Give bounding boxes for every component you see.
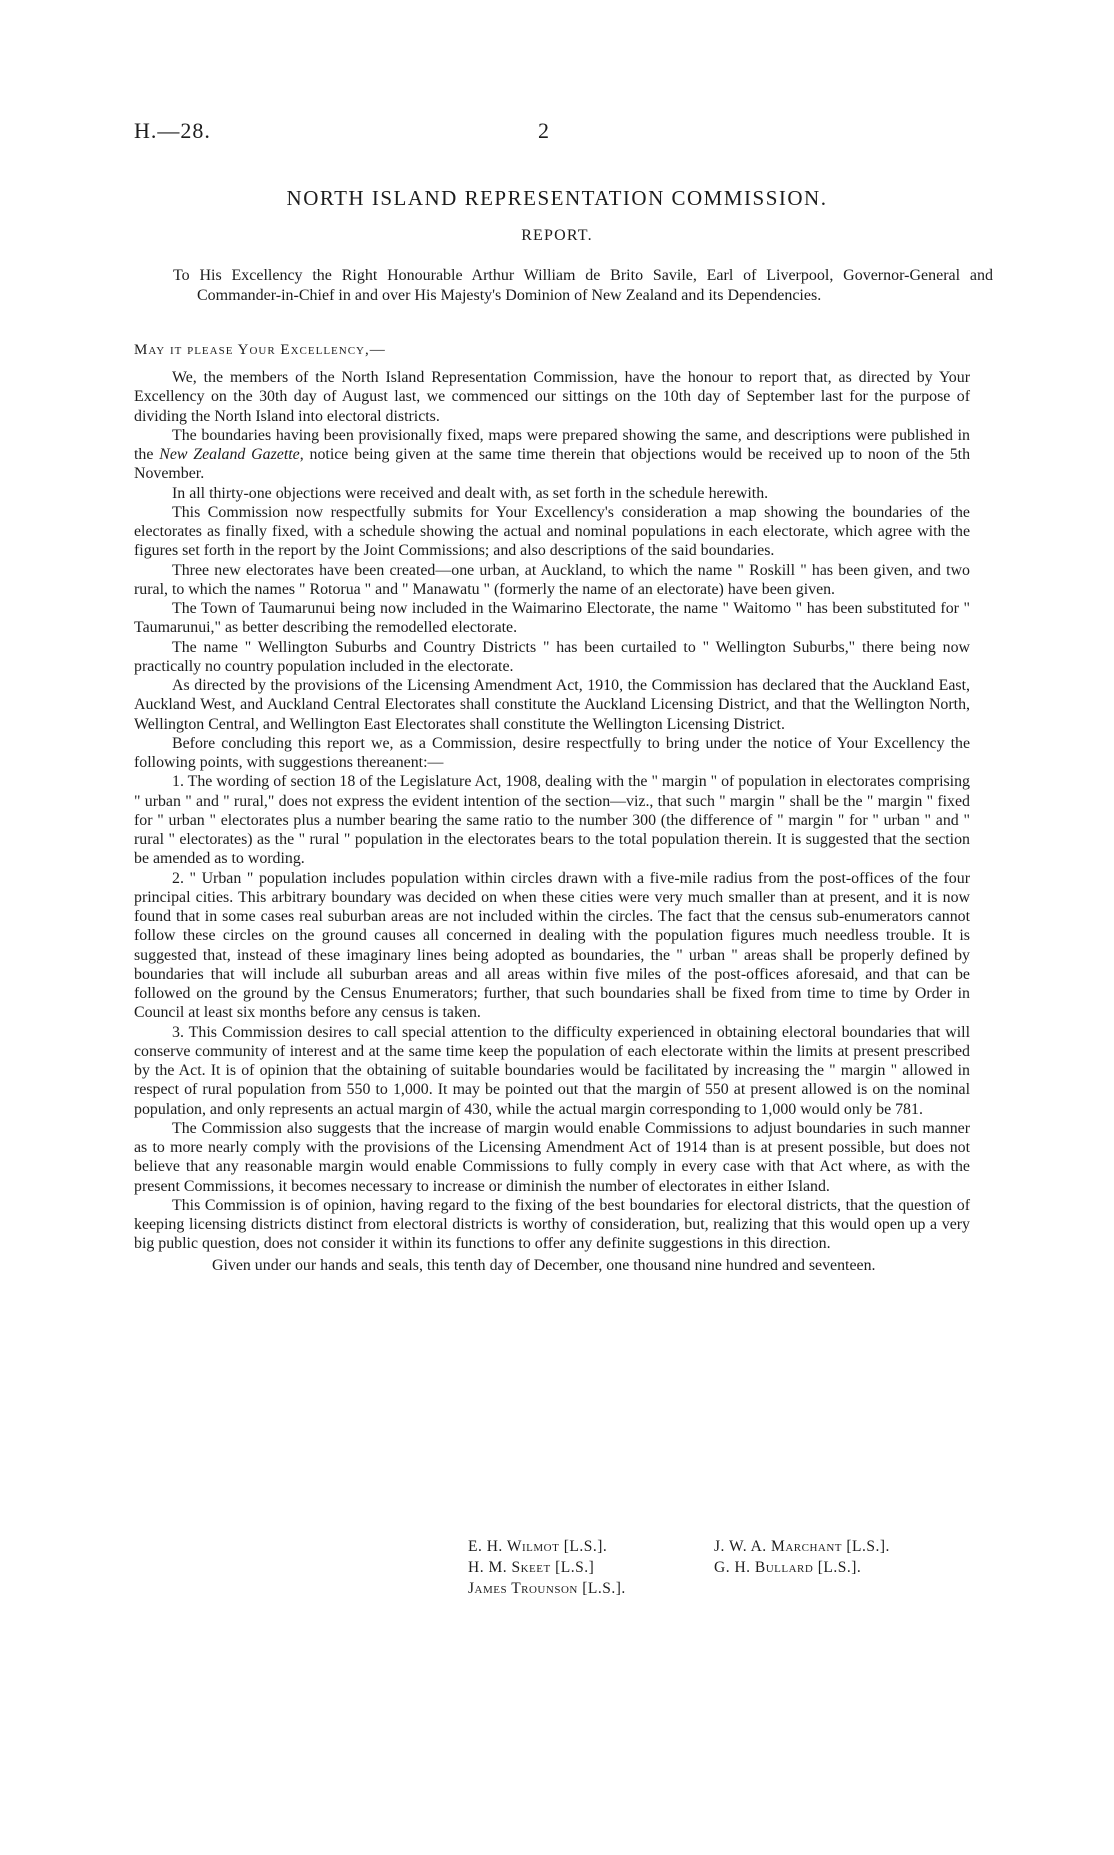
document-reference: H.—28.	[134, 118, 211, 143]
paragraph-objections: In all thirty-one objections were received and dealt with, as set forth in the schedule herewith.	[172, 484, 769, 502]
paragraph-boundaries	[134, 426, 970, 484]
paragraph-wellington-suburbs: The name " Wellington Suburbs and Country Districts " has been curtailed to " Wellington Suburbs," there being now practically no country population included in the electorate.	[134, 638, 970, 675]
address-block: To His Excellency the Right Honourable Arthur William de Brito Savile, Earl of Liverpool, Governor-General and Commander-in-Chief in and over His Majesty's Dominion of New Zealand and its Dependencies.	[173, 267, 993, 304]
paragraph-intro: We, the members of the North Island Representation Commission, have the honour to report that, as directed by Your Excellency on the 30th day of August last, we commenced our sittings on the 10th day of September last for the purpose of dividing the North Island into electoral districts.	[134, 369, 970, 425]
salutation: May it please Your Excellency,—	[134, 342, 386, 358]
page-header	[134, 118, 980, 148]
paragraph-opinion: This Commission is of opinion, having regard to the fixing of the best boundaries for electoral districts, that the question of keeping licensing districts distinct from electoral districts is worthy of consideration, but, realizing that this would open up a very big public question, does not consider it within its functions to offer any definite suggestions in this direction.	[134, 1196, 970, 1253]
signatory-name: E. H. Wilmot	[468, 1538, 560, 1555]
seal-mark: [L.S.]	[555, 1559, 595, 1576]
signatory	[468, 1536, 607, 1557]
given-under-hands: Given under our hands and seals, this tenth day of December, one thousand nine hundred and seventeen.	[212, 1256, 876, 1274]
signatory	[714, 1536, 890, 1557]
signatory-name: James Trounson	[468, 1580, 578, 1597]
paragraph-taumarunui: The Town of Taumarunui being now included in the Waimarino Electorate, the name " Waitomo " has been substituted for " Taumarunui," as better describing the remodelled electorate.	[134, 600, 970, 637]
document-subtitle: REPORT.	[521, 227, 593, 244]
report-body	[134, 368, 970, 1275]
paragraph-boundaries-before: The boundaries having been provisionally fixed, maps were prepared showing the same, and descriptions were published in the	[134, 426, 970, 463]
signatory-name: J. W. A. Marchant	[714, 1538, 842, 1555]
paragraph-point-3: 3. This Commission desires to call special attention to the difficulty experienced in obtaining electoral boundaries that will conserve community of interest and at the same time keep the population of each electorate within the limits at present prescribed by the Act. It is of opinion that the obtaining of suitable boundaries would be facilitated by increasing the " margin " allowed in respect of rural population from 550 to 1,000. It may be pointed out that the margin of 550 at present allowed is on the nominal population, and only represents an actual margin of 430, while the actual margin corresponding to 1,000 would only be 781.	[134, 1023, 970, 1118]
paragraph-margin-suggestion: The Commission also suggests that the increase of margin would enable Commissions to adjust boundaries in such manner as to more nearly comply with the provisions of the Licensing Amendment Act of 1914 than is at present possible, but does not believe that any reasonable margin would enable Commissions to fully comply in every case with that Act where, as with the present Commissions, it becomes necessary to increase or diminish the number of electorates in either Island.	[134, 1119, 970, 1195]
paragraph-boundaries-after: , notice being given at the same time therein that objections would be received up to noon of the 5th November.	[134, 446, 971, 483]
paragraph-licensing: As directed by the provisions of the Licensing Amendment Act, 1910, the Commission has declared that the Auckland East, Auckland West, and Auckland Central Electorates shall constitute the Auckland Licensing District, and that the Wellington North, Wellington Central, and Wellington East Electorates shall constitute the Wellington Licensing District.	[134, 677, 970, 733]
signatory-name: G. H. Bullard	[714, 1559, 814, 1576]
paragraph-new-electorates: Three new electorates have been created—one urban, at Auckland, to which the name " Roskill " has been given, and two rural, to which the names " Rotorua " and " Manawatu " (formerly the name of an electorate) have been given.	[134, 561, 970, 598]
paragraph-map: This Commission now respectfully submits for Your Excellency's consideration a map showing the boundaries of the electorates as finally fixed, with a schedule showing the actual and nominal populations in each electorate, which agree with the figures set forth in the report by the Joint Commissions; and also descriptions of the said boundaries.	[134, 503, 970, 560]
seal-mark: [L.S.].	[563, 1538, 608, 1555]
document-title: NORTH ISLAND REPRESENTATION COMMISSION.	[286, 186, 828, 210]
signatory	[468, 1557, 594, 1578]
paragraph-point-2: 2. " Urban " population includes population within circles drawn with a five-mile radius from the post-offices of the four principal cities. This arbitrary boundary was decided on when these cities were very much smaller than at present, and it is now found that in some cases real suburban areas are not included within the circles. The fact that the census sub-enumerators cannot follow these circles on the ground causes all concerned in dealing with the population figures much needless trouble. It is suggested that, instead of these imaginary lines being adopted as boundaries, the " urban " areas shall be properly defined by boundaries that will include all suburban areas and all areas within five miles of the post-offices aforesaid, and that can be followed on the ground by the Census Enumerators; further, that such boundaries shall be fixed from time to time by Order in Council at least six months before any census is taken.	[134, 869, 970, 1022]
signatory	[468, 1578, 626, 1599]
seal-mark: [L.S.].	[582, 1580, 626, 1597]
paragraph-point-1: 1. The wording of section 18 of the Legislature Act, 1908, dealing with the " margin " of population in electorates comprising " urban " and " rural," does not express the evident intention of the section—viz., that such " margin " shall be the " margin " fixed for " urban " electorates plus a number bearing the same ratio to the number 300 (the difference of " margin " for " urban " and " rural " electorates) as the " rural " population in the electorates bears to the total population therein. It is suggested that the section be amended as to wording.	[134, 773, 970, 868]
page-number: 2	[538, 118, 549, 143]
signatory	[714, 1557, 861, 1578]
signatory-name: H. M. Skeet	[468, 1559, 551, 1576]
seal-mark: [L.S.].	[817, 1559, 862, 1576]
seal-mark: [L.S.].	[846, 1538, 890, 1555]
gazette-title: New Zealand Gazette	[159, 446, 300, 463]
paragraph-before-concluding: Before concluding this report we, as a Commission, desire respectfully to bring under the notice of Your Excellency the following points, with suggestions thereanent:—	[134, 734, 970, 771]
